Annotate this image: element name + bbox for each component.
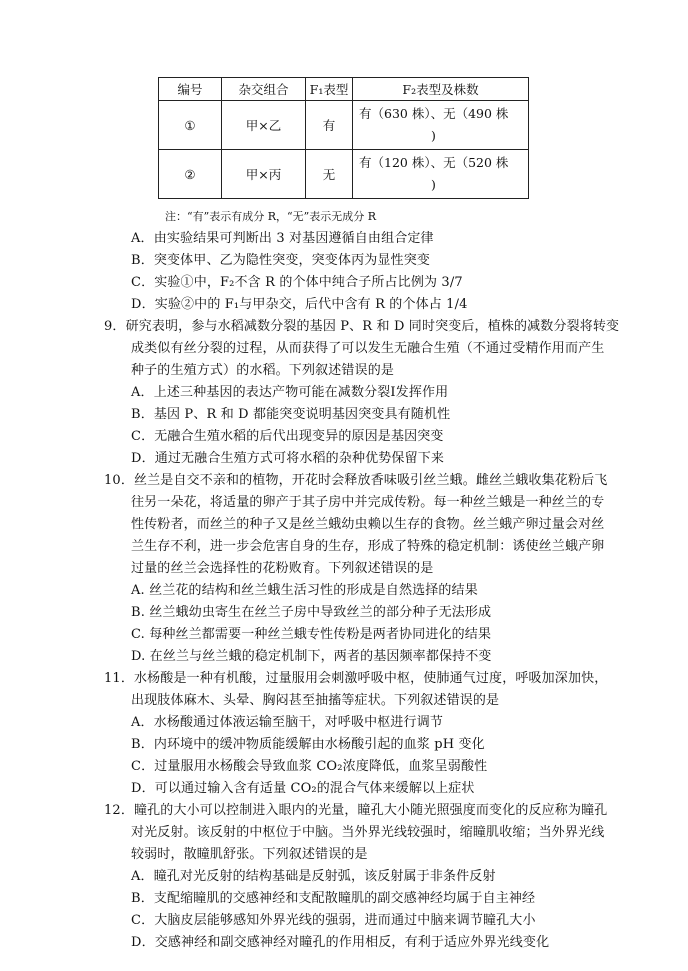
row-f1: 有 <box>306 101 353 150</box>
q8-option-a: A．由实验结果可判断出 3 对基因遵循自由组合定律 <box>131 231 434 246</box>
q8-option-d: D．实验②中的 F₁与甲杂交，后代中含有 R 的个体占 1/4 <box>131 297 468 312</box>
row-cross: 甲×乙 <box>222 101 306 150</box>
q12-option-d: D．交感神经和副交感神经对瞳孔的作用相反，有利于适应外界光线变化 <box>131 935 550 950</box>
q10-stem-line-5: 过量的丝兰会选择性的花粉败育。下列叙述错误的是 <box>131 561 434 576</box>
row-id: ② <box>159 150 222 199</box>
header-f1: F₁表型 <box>306 78 353 101</box>
row-f1: 无 <box>306 150 353 199</box>
q12-option-a: A．瞳孔对光反射的结构基础是反射弧，该反射属于非条件反射 <box>131 869 496 884</box>
q9-option-c: C．无融合生殖水稻的后代出现变异的原因是基因突变 <box>131 429 444 444</box>
q9-option-a: A．上述三种基因的表达产物可能在减数分裂Ⅰ发挥作用 <box>131 385 449 400</box>
q11-option-b: B．内环境中的缓冲物质能缓解由水杨酸引起的血浆 pH 变化 <box>131 737 485 752</box>
q8-option-b: B．突变体甲、乙为隐性突变，突变体丙为显性突变 <box>131 253 431 268</box>
q10-option-d: D. 在丝兰与丝兰蛾的稳定机制下，两者的基因频率都保持不变 <box>131 649 492 664</box>
q12-stem-line-3: 较弱时，散瞳肌舒张。下列叙述错误的是 <box>131 847 368 862</box>
row-id: ① <box>159 101 222 150</box>
q10-stem-line-4: 兰生存不利，进一步会危害自身的生存，形成了特殊的稳定机制：诱使丝兰蛾产卵 <box>131 539 605 554</box>
q12-stem-line-1: 12．瞳孔的大小可以控制进入眼内的光量，瞳孔大小随光照强度而变化的反应称为瞳孔 <box>104 803 608 818</box>
q10-stem-line-1: 10．丝兰是自交不亲和的植物，开花时会释放香味吸引丝兰蛾。雌丝兰蛾收集花粉后飞 <box>104 473 608 488</box>
q9-option-b: B．基因 P、R 和 D 都能突变说明基因突变具有随机性 <box>131 407 451 422</box>
cross-results-table <box>158 77 529 199</box>
q9-option-d: D．通过无融合生殖方式可将水稻的杂种优势保留下来 <box>131 451 445 466</box>
header-cross: 杂交组合 <box>222 78 306 101</box>
row-f2 <box>353 101 529 150</box>
row-f2-line2: ) <box>431 177 436 192</box>
row-f2 <box>353 150 529 199</box>
q9-stem-line-2: 成类似有丝分裂的过程，从而获得了可以发生无融合生殖（不通过受精作用而产生 <box>131 341 605 356</box>
row-f2-line1: 有（630 株）、无（490 株 <box>359 106 509 121</box>
q11-option-d: D．可以通过输入含有适量 CO₂的混合气体来缓解以上症状 <box>131 781 475 796</box>
q9-stem-line-1: 9．研究表明，参与水稻减数分裂的基因 P、R 和 D 同时突变后，植株的减数分裂将转变 <box>104 319 620 334</box>
q11-option-c: C．过量服用水杨酸会导致血浆 CO₂浓度降低，血浆呈弱酸性 <box>131 759 488 774</box>
row-f2-line1: 有（120 株）、无（520 株 <box>359 155 509 170</box>
table-row <box>159 150 529 199</box>
q12-option-c: C．大脑皮层能够感知外界光线的强弱，进而通过中脑来调节瞳孔大小 <box>131 913 536 928</box>
q11-stem-line-2: 出现肢体麻木、头晕、胸闷甚至抽搐等症状。下列叙述错误的是 <box>131 693 500 708</box>
q10-option-c: C. 每种丝兰都需要一种丝兰蛾专性传粉是两者协同进化的结果 <box>131 627 492 642</box>
row-cross: 甲×丙 <box>222 150 306 199</box>
table-row <box>159 101 529 150</box>
header-id: 编号 <box>159 78 222 101</box>
q11-option-a: A．水杨酸通过体液运输至脑干，对呼吸中枢进行调节 <box>131 715 443 730</box>
table-note: 注：“有”表示有成分 R，“无”表示无成分 R <box>165 210 377 223</box>
row-f2-line2: ) <box>431 128 436 143</box>
header-f2: F₂表型及株数 <box>353 78 529 101</box>
q10-option-b: B. 丝兰蛾幼虫寄生在丝兰子房中导致丝兰的部分种子无法形成 <box>131 605 492 620</box>
table-header-row <box>159 78 529 101</box>
q8-option-c: C．实验①中，F₂不含 R 的个体中纯合子所占比例为 3/7 <box>131 275 463 290</box>
q10-stem-line-3: 性传粉者，而丝兰的种子又是丝兰蛾幼虫赖以生存的食物。丝兰蛾产卵过量会对丝 <box>131 517 605 532</box>
q10-stem-line-2: 往另一朵花，将适量的卵产于其子房中并完成传粉。每一种丝兰蛾是一种丝兰的专 <box>131 495 605 510</box>
q9-stem-line-3: 种子的生殖方式）的水稻。下列叙述错误的是 <box>131 363 395 378</box>
q12-stem-line-2: 对光反射。该反射的中枢位于中脑。当外界光线较强时，缩瞳肌收缩；当外界光线 <box>131 825 605 840</box>
q10-option-a: A. 丝兰花的结构和丝兰蛾生活习性的形成是自然选择的结果 <box>131 583 478 598</box>
q11-stem-line-1: 11．水杨酸是一种有机酸，过量服用会刺激呼吸中枢，使肺通气过度，呼吸加深加快， <box>104 671 608 686</box>
q12-option-b: B．支配缩瞳肌的交感神经和支配散瞳肌的副交感神经均属于自主神经 <box>131 891 536 906</box>
